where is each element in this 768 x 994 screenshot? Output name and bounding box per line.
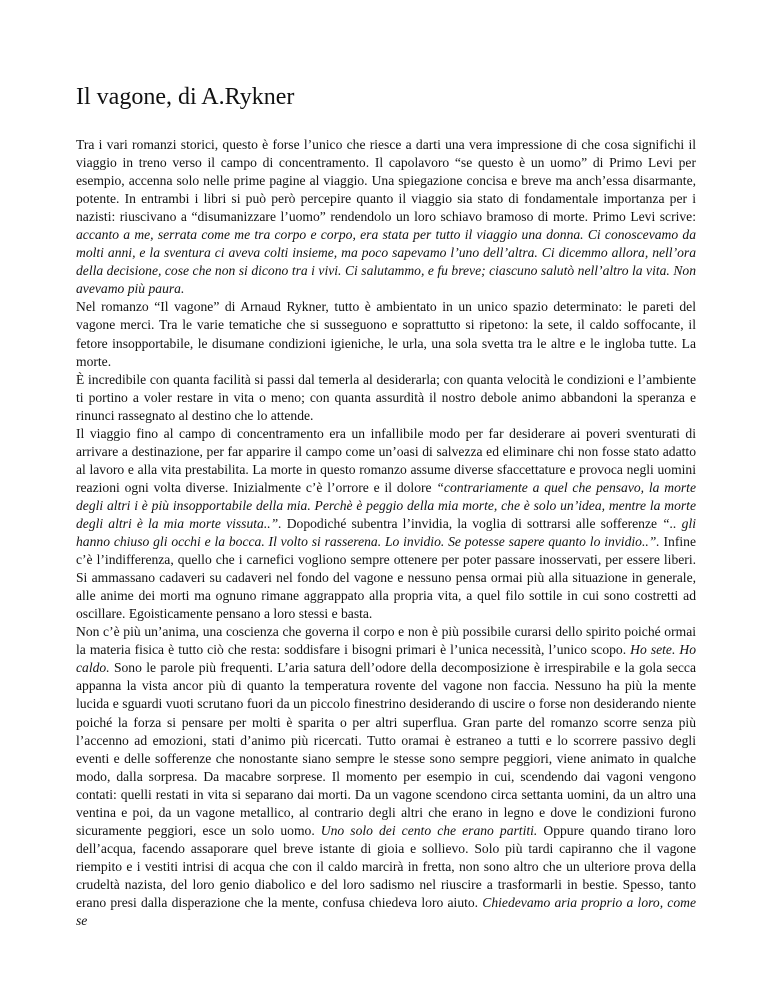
body-paragraph bbox=[76, 371, 696, 425]
body-paragraph bbox=[76, 136, 696, 298]
quoted-text: Ho sete. Ho caldo. bbox=[76, 642, 697, 676]
body-paragraph bbox=[76, 623, 696, 930]
paragraph-text: Tra i vari romanzi storici, questo è forse l’unico che riesce a darti una vera impressione di che cosa significhi il viaggio in treno verso il campo di concentramento. Il capolavoro “se questo è un uomo” di Primo Levi per esempio, accenna solo nelle prime pagine al viaggio. Una spiegazione concisa e breve ma anch’essa disarmante, potente. In entrambi i libri si può però percepire quanto il viaggio sia stato di fondamentale importanza per i nazisti: riuscivano a “disumanizzare l’uomo” rendendolo un loro schiavo bramoso di morte. Primo Levi scrive: bbox=[76, 137, 696, 225]
paragraph-text: Sono le parole più frequenti. L’aria satura dell’odore della decomposizione è irrespirabile e la gola secca appanna la vista ancor più di quanto la temperatura rovente del vagone non faccia. Nessuno ha più la mente lucida e sguardi vuoti scrutano fuori da un piccolo finestrino desiderando di uscire o forse non desiderando niente poiché la forza si pensare per molti è sparita o per altri superflua. Gran parte del romanzo scorre senza più l’accenno ad emozioni, stati d’animo più ricercati. Tutto oramai è estraneo a tutti e lo scorrere passivo degli eventi e delle sofferenze che nonostante siano sempre le stesse sono sempre peggiori, viene animato in qualche modo, dalla sorpresa. Da macabre sorprese. Il momento per esempio in cui, scendendo dai vagoni vengono contati: quelli restati in vita si separano dai morti. Da un vagone scendono circa settanta uomini, da un altro una ventina e poi, da un vagone metallico, al contrario degli altri che erano in legno e dove le condizioni furono sicuramente peggiori, esce un solo uomo. bbox=[76, 660, 696, 838]
paragraph-text: Il viaggio fino al campo di concentramento era un infallibile modo per far desiderare ai poveri sventurati di arrivare a destinazione, per far apparire il campo come un’oasi di salvezza ed eliminare chi non fosse stato adatto al lavoro e alla vita prestabilita. La morte in questo romanzo assume diverse sfaccettature e provoca negli uomini reazioni ogni volta diverse. Inizialmente c’è l’orrore e il dolore bbox=[76, 425, 696, 495]
quoted-text: Chiedevamo aria proprio a loro, come se bbox=[76, 894, 696, 929]
document-title: Il vagone, di A.Rykner bbox=[76, 84, 295, 110]
paragraph-text: Dopodiché subentra l’invidia, la voglia di sottrarsi alle sofferenze bbox=[281, 515, 663, 531]
paragraph-text: Oppure quando tirano loro dell’acqua, facendo assaporare quel breve istante di gioia e sollievo. Solo più tardi capiranno che il vagone riempito e i vestiti intrisi di acqua che con il caldo marcirà in fretta, non sono altro che un ulteriore prova della crudeltà nazista, del loro genio diabolico e del loro sadismo nel riuscire a trasformarli in bestie. Spesso, tanto erano presi dalla disperazione che la mente, confusa chiedeva loro aiuto. bbox=[76, 822, 696, 910]
quoted-text: accanto a me, serrata come me tra corpo e corpo, era stata per tutto il viaggio una donna. Ci conoscevamo da molti anni, e la sventura ci aveva colti insieme, ma poco sapevamo l’uno dell’altra. Ci dicemmo allora, nell’ora della decisione, cose che non si dicono tra i vivi. Ci salutammo, e fu breve; ciascuno salutò nell’altro la vita. Non avevamo più paura. bbox=[76, 227, 696, 297]
paragraph-text: Infine c’è l’indifferenza, quello che i carnefici vogliono sempre ottenere per poter passare inosservati, per essere liberi. Si ammassano cadaveri su cadaveri nel fondo del vagone e nessuno pensa ormai più alla situazione in generale, alle anime dei morti ma ognuno rimane aggrappato alla propria vita, a quel filo sottile in cui sono costretti ad oscillare. Egoisticamente pensano a loro stessi e basta. bbox=[76, 534, 696, 622]
paragraph-text: È incredibile con quanta facilità si passi dal temerla al desiderarla; con quanta velocità le condizioni e l’ambiente ti portino a voler restare in vita o meno; con quanta assurdità il nostro debole animo abbandoni la speranza e rinunci rassegnato al destino che lo attende. bbox=[76, 371, 696, 423]
quoted-text: “.. gli hanno chiuso gli occhi e la bocca. Il volto si rasserena. Lo invidio. Se potesse sapere quanto lo invidio..”. bbox=[76, 515, 696, 550]
paragraph-text: Non c’è più un’anima, una coscienza che governa il corpo e non è più possibile curarsi dello spirito poiché ormai la materia fisica è tutto ciò che resta: soddisfare i bisogni primari è l’unica necessità, l’unico scopo. bbox=[76, 624, 696, 658]
paragraph-text: Nel romanzo “Il vagone” di Arnaud Rykner, tutto è ambientato in un unico spazio determinato: le pareti del vagone merci. Tra le varie tematiche che si susseguono e soprattutto si ripetono: la sete, il caldo soffocante, il fetore insopportabile, le disumane condizioni igieniche, le urla, una sola svetta tra le altre e le ingloba tutte. La morte. bbox=[76, 299, 696, 369]
quoted-text: “contrariamente a quel che pensavo, la morte degli altri i è più insopportabile della mia. Perchè è peggio della mia morte, che è solo un’idea, mentre la morte degli altri è la mia morte vissuta..”. bbox=[76, 479, 696, 531]
body-paragraph bbox=[76, 298, 696, 370]
document-body bbox=[76, 136, 696, 930]
body-paragraph bbox=[76, 425, 696, 624]
quoted-text: Uno solo dei cento che erano partiti. bbox=[320, 822, 538, 838]
